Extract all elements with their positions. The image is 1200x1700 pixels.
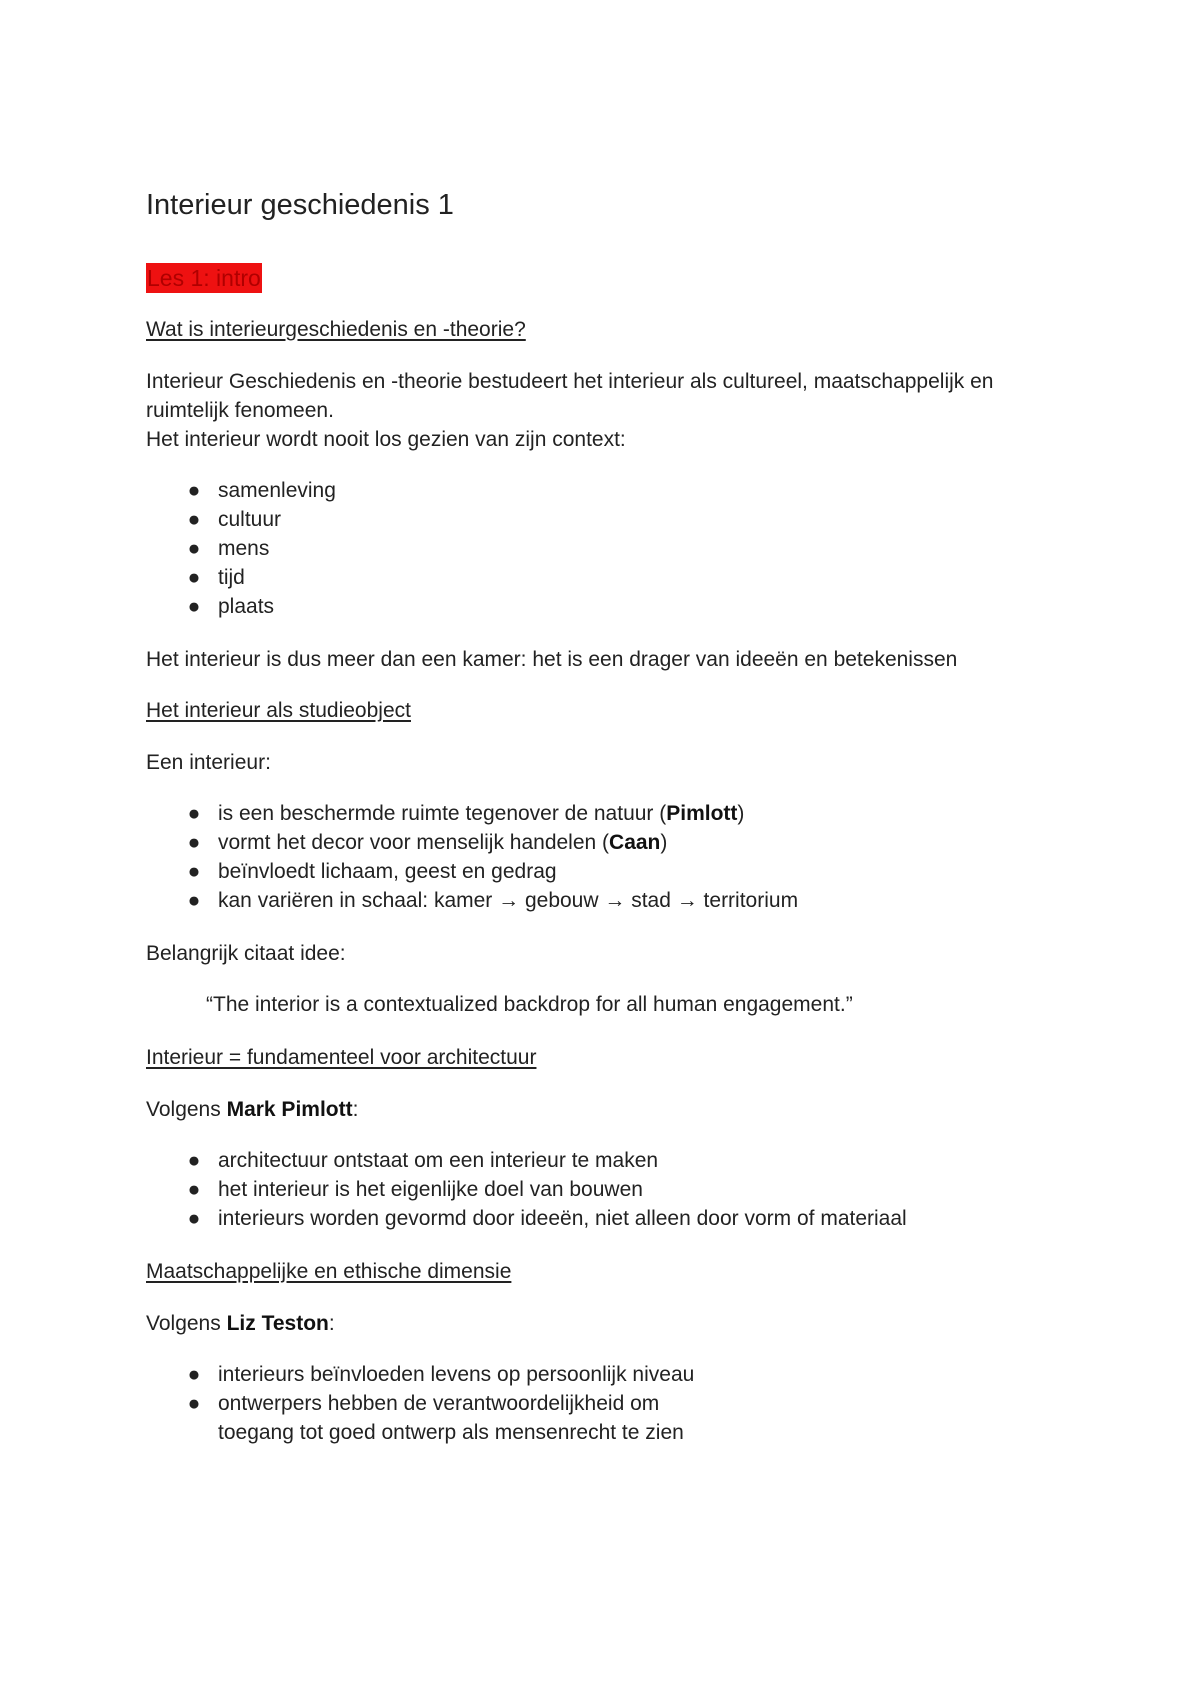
list-item: ● kan variëren in schaal: kamer → gebouw → stad → territorium xyxy=(184,886,1100,915)
bullet-icon: ● xyxy=(187,595,201,618)
section-heading-fundamental: Interieur = fundamenteel voor architectuur xyxy=(146,1046,537,1069)
list-item: ● cultuur xyxy=(184,505,1100,534)
quote-text: “The interior is a contextualized backdrop for all human engagement.” xyxy=(206,993,853,1016)
bullet-icon: ● xyxy=(187,508,201,531)
teston-list xyxy=(146,1360,1100,1447)
interior-definition-list xyxy=(146,799,1100,915)
list-item: ● het interieur is het eigenlijke doel van bouwen xyxy=(184,1175,1100,1204)
intro-line-2: ruimtelijk fenomeen. xyxy=(146,399,334,422)
bullet-icon: ● xyxy=(187,1392,201,1415)
context-list xyxy=(146,476,1100,621)
list-item: ● interieurs worden gevormd door ideeën, niet alleen door vorm of materiaal xyxy=(184,1204,1100,1233)
bullet-icon: ● xyxy=(187,889,201,912)
section-heading-ethics: Maatschappelijke en ethische dimensie xyxy=(146,1260,512,1283)
lesson-heading-wrap xyxy=(146,263,1100,293)
summary-paragraph: Het interieur is dus meer dan een kamer: het is een drager van ideeën en betekenissen xyxy=(146,648,958,671)
list-item: ● beïnvloedt lichaam, geest en gedrag xyxy=(184,857,1100,886)
section-heading-what-is: Wat is interieurgeschiedenis en -theorie? xyxy=(146,318,526,341)
document-title: Interieur geschiedenis 1 xyxy=(146,189,454,221)
bullet-icon: ● xyxy=(187,831,201,854)
bullet-icon: ● xyxy=(187,566,201,589)
intro-line-3: Het interieur wordt nooit los gezien van zijn context: xyxy=(146,428,626,451)
list-item: ● samenleving xyxy=(184,476,1100,505)
author-name: Caan xyxy=(609,831,661,854)
section-intro-text: Volgens Liz Teston: xyxy=(146,1312,335,1335)
lesson-label-highlighted: Les 1: intro xyxy=(147,265,261,291)
bullet-icon: ● xyxy=(187,860,201,883)
bullet-icon: ● xyxy=(187,1207,201,1230)
section-intro-text: Een interieur: xyxy=(146,751,271,774)
list-item: ● is een beschermde ruimte tegenover de natuur (Pimlott) xyxy=(184,799,1100,828)
quote-intro: Belangrijk citaat idee: xyxy=(146,942,346,965)
author-name: Pimlott xyxy=(666,802,738,825)
list-item: ● architectuur ontstaat om een interieur te maken xyxy=(184,1146,1100,1175)
list-item: ● plaats xyxy=(184,592,1100,621)
bullet-icon: ● xyxy=(187,1178,201,1201)
list-item: ● mens xyxy=(184,534,1100,563)
list-item: ● interieurs beïnvloeden levens op persoonlijk niveau xyxy=(184,1360,1100,1389)
section-intro-paragraph xyxy=(146,367,1100,454)
list-item: ● vormt het decor voor menselijk handelen (Caan) xyxy=(184,828,1100,857)
author-name: Mark Pimlott xyxy=(226,1098,353,1121)
list-item: ● tijd xyxy=(184,563,1100,592)
bullet-icon: ● xyxy=(187,479,201,502)
bullet-icon: ● xyxy=(187,1149,201,1172)
pimlott-list xyxy=(146,1146,1100,1233)
bullet-icon: ● xyxy=(187,802,201,825)
bullet-icon: ● xyxy=(187,537,201,560)
intro-line-1: Interieur Geschiedenis en -theorie bestudeert het interieur als cultureel, maatschappelijk en xyxy=(146,370,994,393)
list-item: ● ontwerpers hebben de verantwoordelijkheid om toegang tot goed ontwerp als mensenrecht te zien xyxy=(184,1389,1100,1447)
bullet-icon: ● xyxy=(187,1363,201,1386)
section-heading-study-object: Het interieur als studieobject xyxy=(146,699,411,722)
author-name: Liz Teston xyxy=(226,1312,329,1335)
section-intro-text: Volgens Mark Pimlott: xyxy=(146,1098,359,1121)
